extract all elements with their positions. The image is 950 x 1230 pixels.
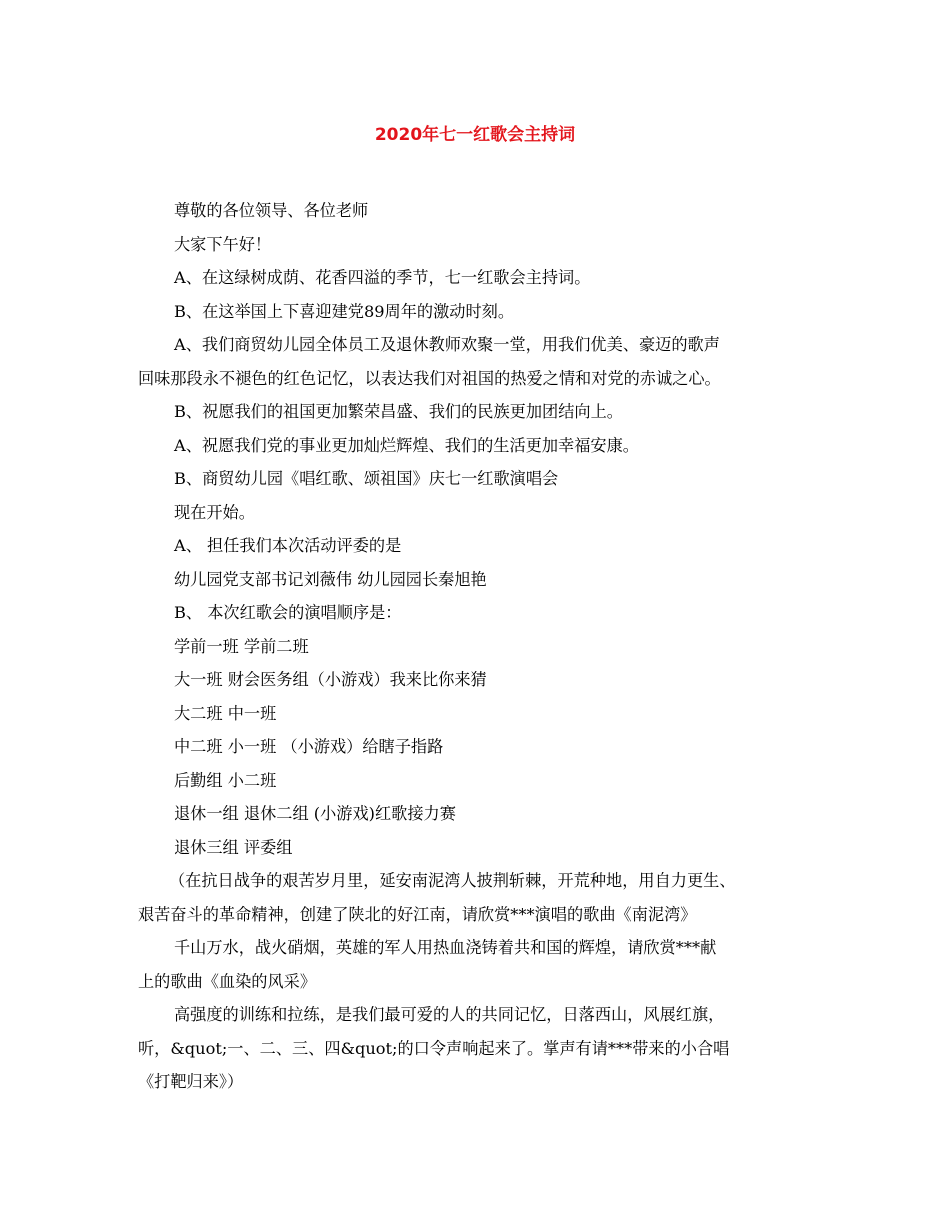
- text-line: B、 本次红歌会的演唱顺序是：: [174, 603, 402, 622]
- text-line: A、祝愿我们党的事业更加灿烂辉煌、我们的生活更加幸福安康。: [174, 435, 639, 455]
- text-line: 千山万水，战火硝烟，英雄的军人用热血浇铸着共和国的辉煌，请欣赏***献: [174, 938, 717, 957]
- text-line: 幼儿园党支部书记刘薇伟 幼儿园园长秦旭艳: [174, 569, 487, 589]
- text-line: B、祝愿我们的祖国更加繁荣昌盛、我们的民族更加团结向上。: [174, 402, 623, 421]
- text-line: 后勤组 小二班: [174, 770, 277, 790]
- text-line: 尊敬的各位领导、各位老师: [174, 201, 369, 220]
- text-line: 艰苦奋斗的革命精神，创建了陕北的好江南，请欣赏***演唱的歌曲《南泥湾》: [138, 904, 697, 924]
- text-line: A、我们商贸幼儿园全体员工及退休教师欢聚一堂，用我们优美、豪迈的歌声: [174, 335, 720, 354]
- text-line: 现在开始。: [174, 502, 255, 522]
- text-line: 中二班 小一班 （小游戏）给瞎子指路: [174, 737, 444, 756]
- text-line: A、 担任我们本次活动评委的是: [174, 536, 402, 555]
- text-line: 回味那段永不褪色的红色记忆，以表达我们对祖国的热爱之情和对党的赤诚之心。: [138, 368, 721, 388]
- text-line: （在抗日战争的艰苦岁月里，延安南泥湾人披荆斩棘，开荒种地，用自力更生、: [169, 871, 736, 890]
- text-line: 大二班 中一班: [174, 703, 277, 723]
- text-line: A、在这绿树成荫、花香四溢的季节，七一红歌会主持词。: [174, 268, 591, 287]
- text-line: 退休三组 评委组: [174, 837, 293, 857]
- text-line: 大家下午好！: [174, 234, 272, 254]
- text-line: 学前一班 学前二班: [174, 636, 309, 656]
- text-line: B、在这举国上下喜迎建党89周年的激动时刻。: [174, 301, 515, 321]
- text-line: 高强度的训练和拉练，是我们最可爱的人的共同记忆，日落西山，风展红旗，: [174, 1005, 725, 1024]
- text-line: B、商贸幼儿园《唱红歌、颂祖国》庆七一红歌演唱会: [174, 469, 559, 488]
- text-line: 听，&quot;一、二、三、四&quot;的口令声响起来了。掌声有请***带来的小合唱: [138, 1038, 730, 1058]
- document-body: [138, 194, 828, 1099]
- text-line: 上的歌曲《血染的风采》: [138, 971, 317, 991]
- text-line: 《打靶归来》）: [138, 1072, 244, 1091]
- text-line: 退休一组 退休二组 (小游戏)红歌接力赛: [174, 804, 456, 823]
- document-title: 2020年七一红歌会主持词: [374, 125, 576, 145]
- text-line: 大一班 财会医务组（小游戏）我来比你来猜: [174, 670, 487, 689]
